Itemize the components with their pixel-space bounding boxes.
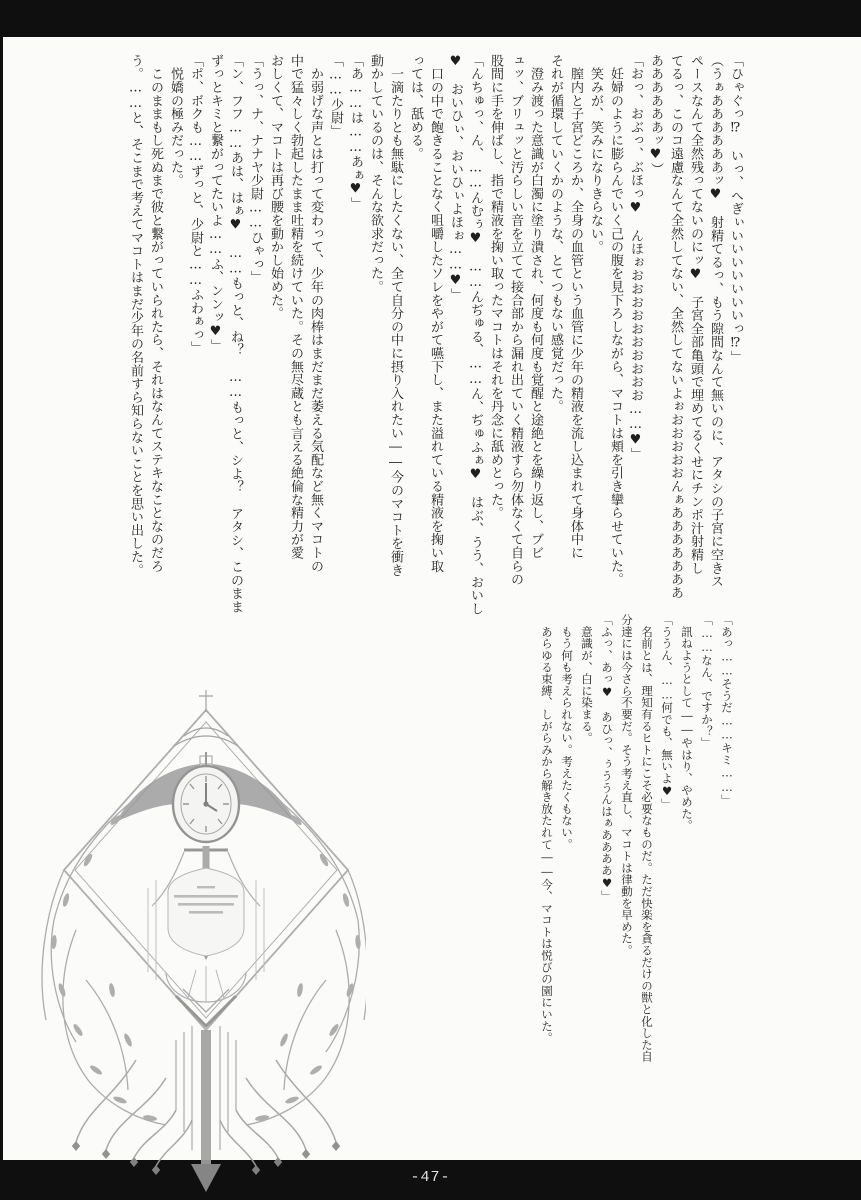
text-column: 「……なん、ですか？」 xyxy=(700,614,714,749)
text-column: 一滴たりとも無駄にしたくない、全て自分の中に摂り入れたい――今のマコトを衝き xyxy=(388,54,403,577)
text-column: 「おっ、おぶっ、ぶほっ♥ んほぉおおおおおおおおおお……♥」 xyxy=(628,54,643,461)
text-column: 「んちゅっ、ん、……んむぅ♥ ……んぢゅる、……ん、ぢゅふぁ♥ はぶ、うう、おいし xyxy=(468,54,483,616)
text-column: う。……と、そこまで考えてマコトはまだ少年の名前すら知らないことを思い出した。 xyxy=(128,54,143,577)
text-column: 「あ……は……あぁ♥」 xyxy=(348,54,363,211)
text-column: 口の中で飽きることなく咀嚼したソレをやがて嚥下し、また溢れている精液を掬い取 xyxy=(428,54,443,573)
text-column: それが循環していくかのような、とてつもない感覚だった。 xyxy=(548,54,563,414)
text-column: 「ン、フフ……あは、はぁ♥ ……もっと、ね？ ……もっと、シよ？ アタシ、このまま xyxy=(228,54,243,614)
text-block-lower xyxy=(537,614,737,1063)
text-column: っては、舐める。 xyxy=(408,54,423,161)
page-number: -47- xyxy=(410,1168,451,1186)
text-column: ずっとキミと繋がってたいよ……ふ、ンンッ♥」 xyxy=(208,54,223,353)
text-column: 「あっ……そうだ……キミ……」 xyxy=(720,614,734,806)
text-column: 悦嬌の極みだった。 xyxy=(168,54,183,187)
text-column: か弱げな声とは打って変わって、少年の肉棒はまだまだ萎える気配など無くマコトの xyxy=(308,54,323,573)
text-column: もう何も考えられない。考えたくもない。 xyxy=(560,614,574,850)
text-column: あらゆる束縛、しがらみから解き放たれて――今、マコトは悦びの園にいた。 xyxy=(540,614,554,1044)
text-column: てるっ、このコ遠慮なんて全然してない、全然してないよぉおおおおおんぁあああああああ xyxy=(668,54,683,600)
text-column: 動かしているのは、そんな欲求だった。 xyxy=(368,54,383,294)
text-column: 股間に手を伸ばし、指で精液を掬い取ったマコトはそれを丹念に舐めとった。 xyxy=(488,54,503,520)
text-column: 「うっ、ナ、ナナヤ少尉……ひゃっ」 xyxy=(248,54,263,285)
top-border-bar xyxy=(0,0,861,37)
text-column: ペースなんて全然残ってないのにッ♥ 子宮全部亀頭で埋めてるくせにチンポ汁射精し xyxy=(688,54,703,575)
text-block-upper xyxy=(125,54,745,616)
text-column: ュッ、ブリュッと汚らしい音を立てて接合部から漏れ出ていく精液すら勿体なくて自らの xyxy=(508,54,523,586)
text-column: 「ポ、ボクも……ずっと、少尉と……ふわぁっ」 xyxy=(188,54,203,355)
clock-and-vines-emblem-icon xyxy=(16,680,366,1200)
left-border-line xyxy=(0,0,3,1200)
text-column: 「ううん、……何でも、無いよ♥」 xyxy=(660,614,674,811)
text-column: 訊ねようとして――やはり、やめた。 xyxy=(680,614,694,832)
text-column: 「ふっ、あっ♥ あひっ、ぅううんはぁああああ♥」 xyxy=(600,614,614,903)
text-column: 膣内と子宮どころか、全身の血管という血管に少年の精液を流し込まれて身体中に xyxy=(568,54,583,560)
text-column: このままもし死ぬまで彼と繋がっていられたら、それはなんてステキなことなのだろ xyxy=(148,54,163,573)
text-column: （うぁああああああッ♥ 射精てるっ、もう隙間なんて無いのに、アタシの子宮に空きス xyxy=(708,54,723,588)
text-column: ♥ おいひぃ、おいひぃよほぉ……♥」 xyxy=(448,54,463,302)
text-column: 「……少尉」 xyxy=(328,54,343,138)
text-column: 中で猛々しく勃起したまま吐精を続けていた。その無尽蔵とも言える絶倫な精力が愛 xyxy=(288,54,303,560)
text-column: 意識が、白に染まる。 xyxy=(580,614,594,744)
text-column: おしくて、マコトは再び腰を動かし始めた。 xyxy=(268,54,283,320)
text-column: 「ひゃぐっ⁉ いっ、へぎぃいいいいいいいっ⁉」 xyxy=(728,54,743,364)
text-column: ああああああッ♥） xyxy=(648,54,663,176)
text-column: 名前とは、理知有るヒトにこそ必要なものだ。ただ快楽を貪るだけの獣と化した自 xyxy=(640,614,654,1063)
text-column: 妊婦のように膨らんでいく己の腹を見下ろしながら、マコトは頬を引き攣らせていた。 xyxy=(608,54,623,586)
text-column: 笑みが、笑みになりきらない。 xyxy=(588,54,603,254)
text-column: 澄み渡った意識が白濁に塗り潰され、何度も何度も覚醒と途絶とを繰り返し、ブビ xyxy=(528,54,543,560)
text-column: 分達には今さら不要だ。そう考え直し、マコトは律動を早めた。 xyxy=(620,614,634,957)
